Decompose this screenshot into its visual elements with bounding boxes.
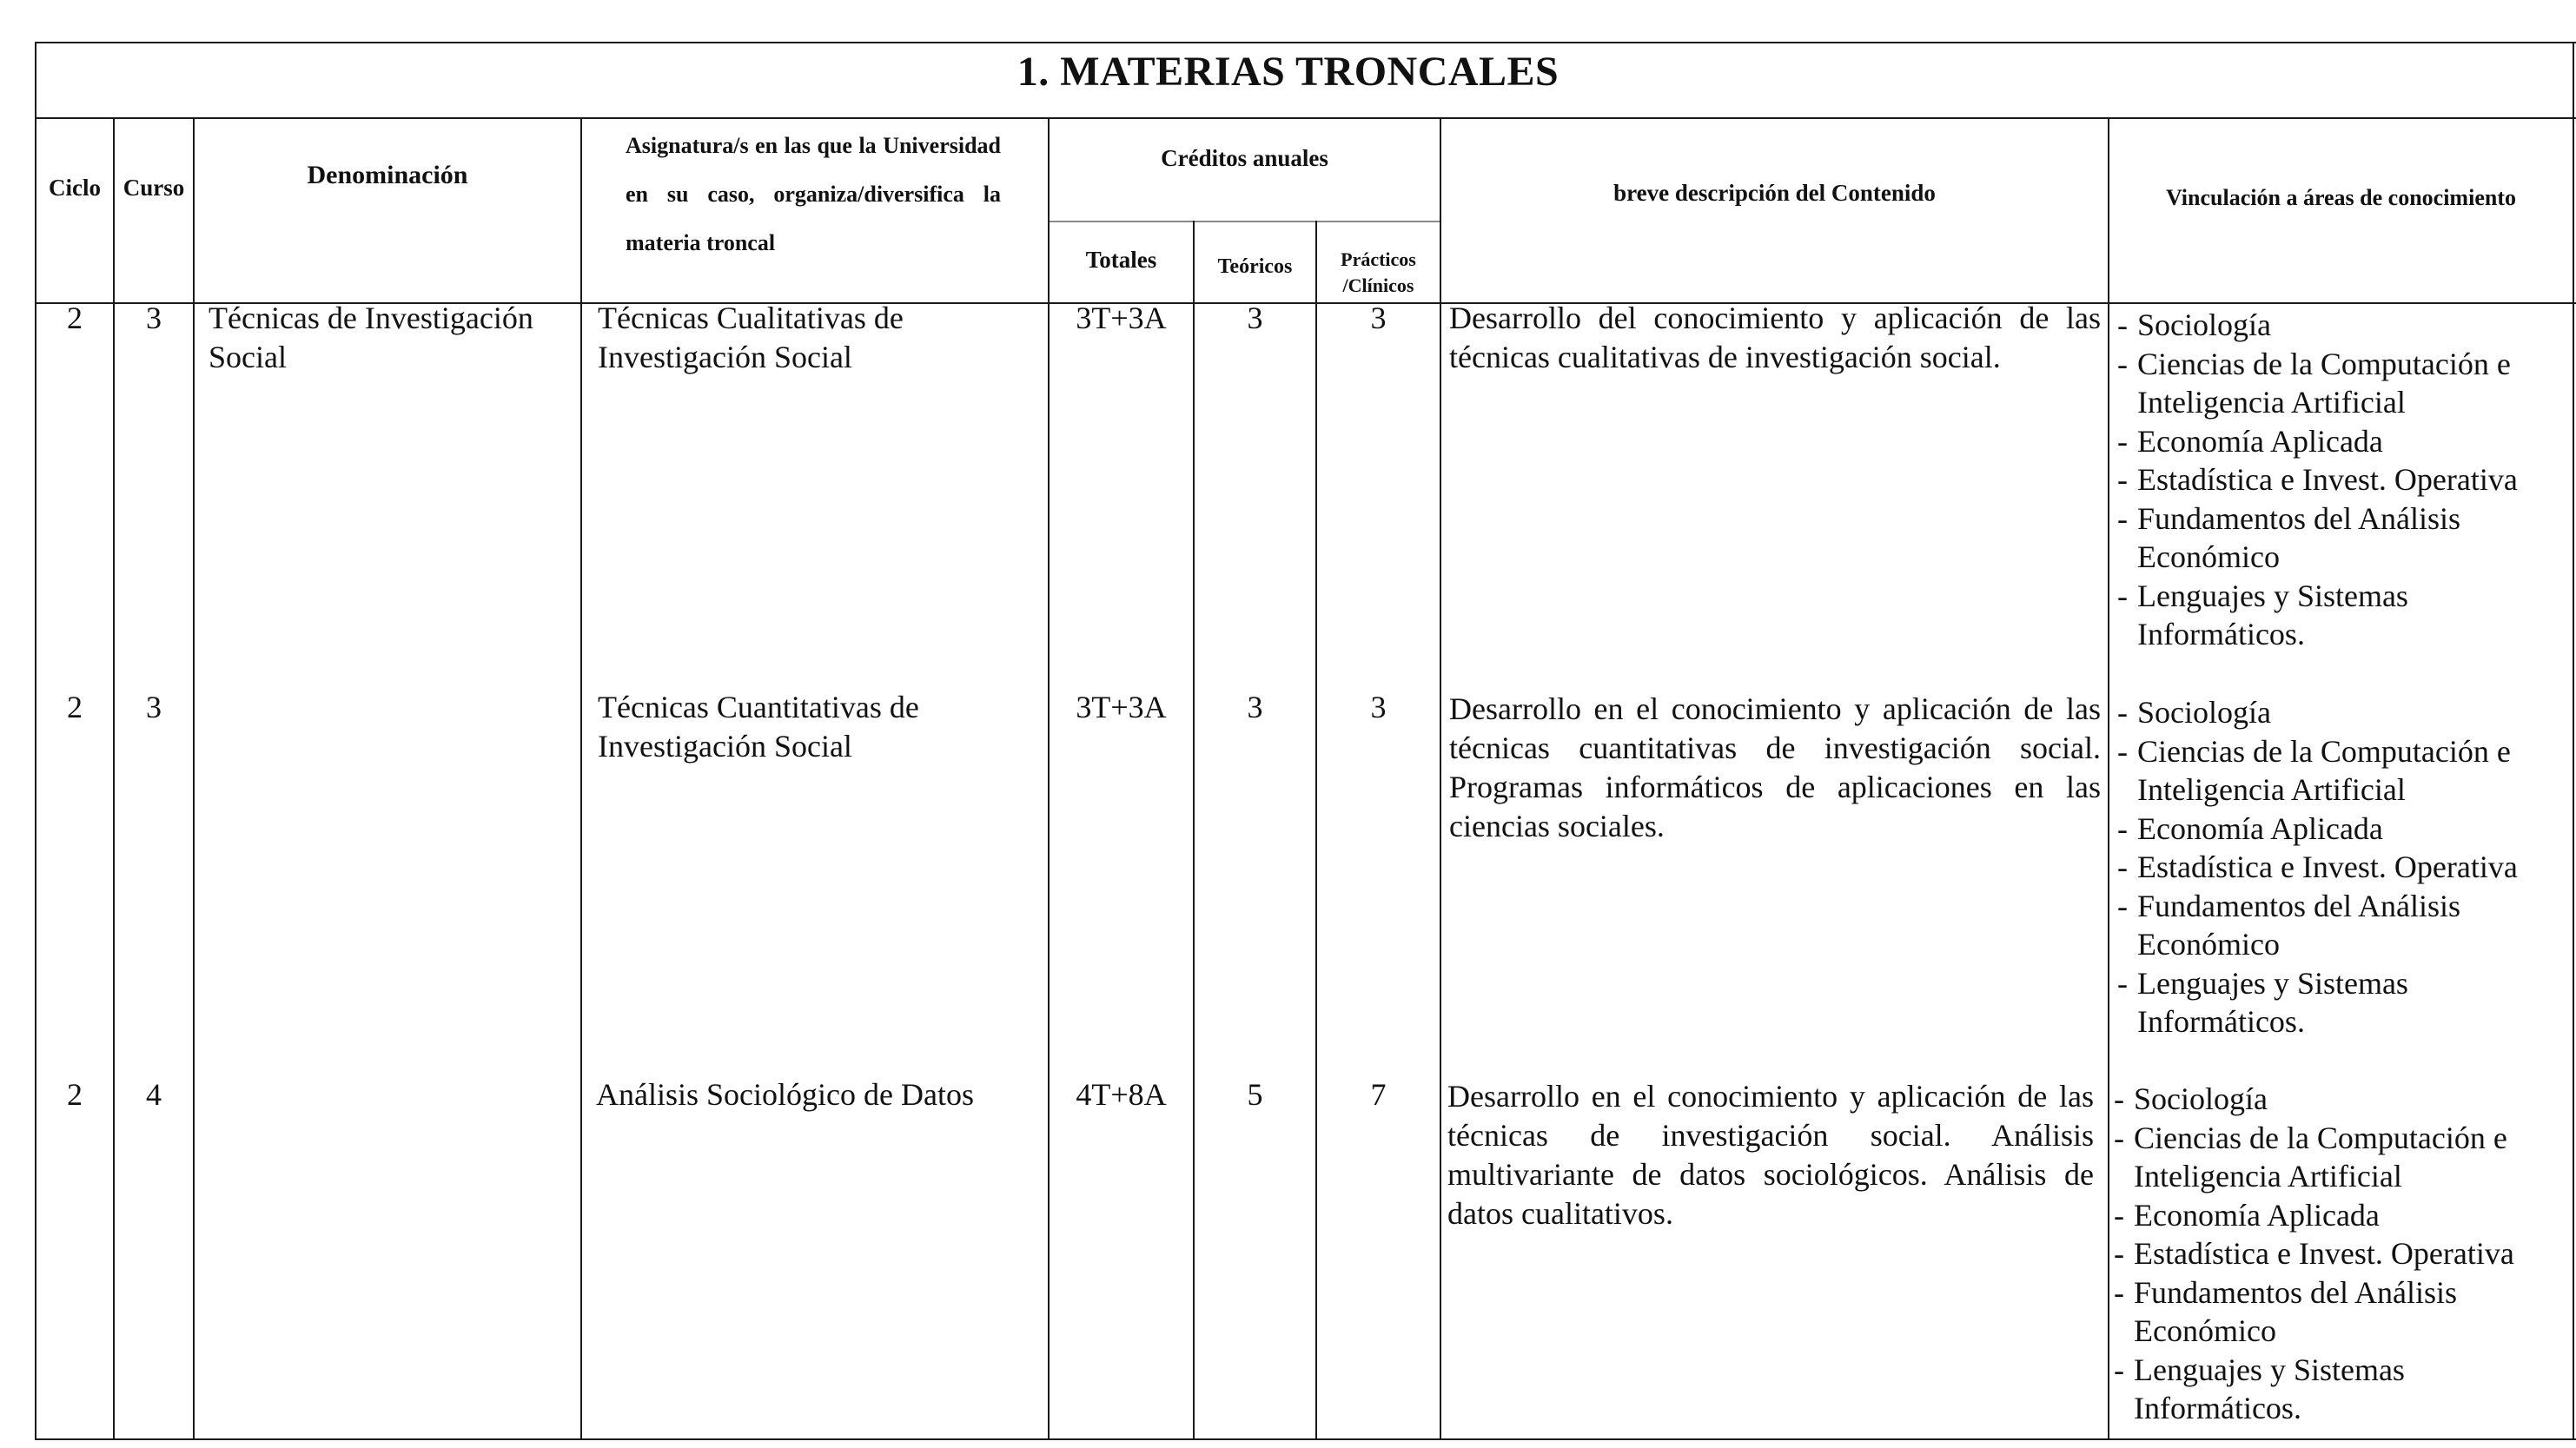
col-sep-curso-denominacion: [193, 117, 195, 1440]
table-bottom-border: [35, 1438, 2576, 1440]
row3-descripcion: Desarrollo en el conocimiento y aplicación de las técnicas de investigación social. Análisis multivariante de datos sociológicos. Análisis de datos cualitativos.: [1447, 1079, 2094, 1231]
row1-descripcion: Desarrollo del conocimiento y aplicación de las técnicas cualitativas de investigación social.: [1449, 301, 2101, 374]
header-ciclo: Ciclo: [49, 175, 101, 201]
list-item: - Ciencias de la Computación e Inteligencia Artificial: [2117, 733, 2511, 807]
table-right-border: [2573, 42, 2574, 1440]
row2-ciclo: 2: [67, 690, 83, 724]
list-item: - Sociología: [2114, 1081, 2268, 1116]
row3-areas-list: [2114, 1080, 2566, 1428]
header-denominacion: Denominación: [307, 161, 468, 189]
page-title: 1. MATERIAS TRONCALES: [1016, 49, 1560, 95]
row1-areas-list: [2117, 306, 2569, 654]
row1-curso: 3: [146, 301, 162, 335]
row2-totales: 3T+3A: [1076, 690, 1167, 724]
row1-totales: 3T+3A: [1076, 301, 1167, 335]
row3-practicos: 7: [1370, 1077, 1387, 1112]
list-item: - Economía Aplicada: [2117, 810, 2383, 846]
row3-teoricos: 5: [1247, 1077, 1263, 1112]
list-item: - Fundamentos del Análisis Económico: [2117, 500, 2460, 574]
title-separator: [35, 117, 2576, 119]
list-item: - Lenguajes y Sistemas Informáticos.: [2114, 1352, 2405, 1425]
list-item: - Ciencias de la Computación e Inteligencia Artificial: [2114, 1120, 2507, 1193]
table-top-border: [35, 42, 2576, 43]
row2-asignatura: Técnicas Cuantitativas de Investigación Social: [598, 690, 919, 764]
col-sep-teoricos-practicos: [1315, 221, 1317, 1440]
header-totales: Totales: [1085, 247, 1157, 273]
row1-denominacion: Técnicas de Investigación Social: [209, 301, 533, 374]
header-descripcion: breve descripción del Contenido: [1613, 180, 1936, 206]
list-item: - Estadística e Invest. Operativa: [2114, 1236, 2514, 1271]
list-item: - Sociología: [2117, 695, 2271, 730]
header-practicos: Prácticos: [1341, 248, 1416, 270]
list-item: - Sociología: [2117, 307, 2271, 342]
row3-totales: 4T+8A: [1076, 1077, 1167, 1112]
row2-teoricos: 3: [1247, 690, 1263, 724]
creditos-subheader-line: [1050, 221, 1440, 222]
list-item: - Estadística e Invest. Operativa: [2117, 850, 2518, 884]
list-item: - Lenguajes y Sistemas Informáticos.: [2117, 578, 2408, 651]
list-item: - Lenguajes y Sistemas Informáticos.: [2117, 965, 2408, 1039]
row3-curso: 4: [146, 1077, 162, 1112]
row3-ciclo: 2: [67, 1077, 83, 1112]
header-curso: Curso: [123, 175, 185, 201]
list-item: - Fundamentos del Análisis Económico: [2117, 888, 2460, 962]
row1-asignatura: Técnicas Cualitativas de Investigación Social: [598, 301, 904, 374]
row2-descripcion: Desarrollo en el conocimiento y aplicación de las técnicas cuantitativas de investigación social. Programas informáticos de aplicaciones en las ciencias sociales.: [1449, 691, 2101, 843]
row2-areas-list: [2117, 693, 2569, 1041]
col-sep-denominacion-asignatura: [580, 117, 582, 1440]
header-creditos-anuales: Créditos anuales: [1161, 145, 1328, 171]
header-vinculacion: Vinculación a áreas de conocimiento: [2166, 185, 2516, 210]
header-teoricos: Teóricos: [1217, 255, 1293, 278]
table-left-border: [35, 42, 36, 1440]
row2-curso: 3: [146, 690, 162, 724]
row1-ciclo: 2: [67, 301, 83, 335]
col-sep-totales-teoricos: [1193, 221, 1195, 1440]
row3-asignatura: Análisis Sociológico de Datos: [596, 1077, 974, 1112]
row1-practicos: 3: [1370, 301, 1387, 335]
row1-teoricos: 3: [1247, 301, 1263, 335]
col-sep-descripcion-vinculacion: [2108, 117, 2109, 1440]
header-asignaturas: Asignatura/s en las que la Universidad en su caso, organiza/diversifica la materia troncal: [626, 133, 1001, 255]
row2-practicos: 3: [1370, 690, 1387, 724]
list-item: - Fundamentos del Análisis Económico: [2114, 1274, 2457, 1348]
list-item: - Economía Aplicada: [2114, 1197, 2380, 1233]
list-item: - Ciencias de la Computación e Inteligencia Artificial: [2117, 346, 2511, 420]
list-item: - Economía Aplicada: [2117, 423, 2383, 459]
header-clinicos: /Clínicos: [1342, 274, 1414, 296]
list-item: - Estadística e Invest. Operativa: [2117, 462, 2518, 497]
col-sep-practicos-descripcion: [1440, 117, 1441, 1440]
